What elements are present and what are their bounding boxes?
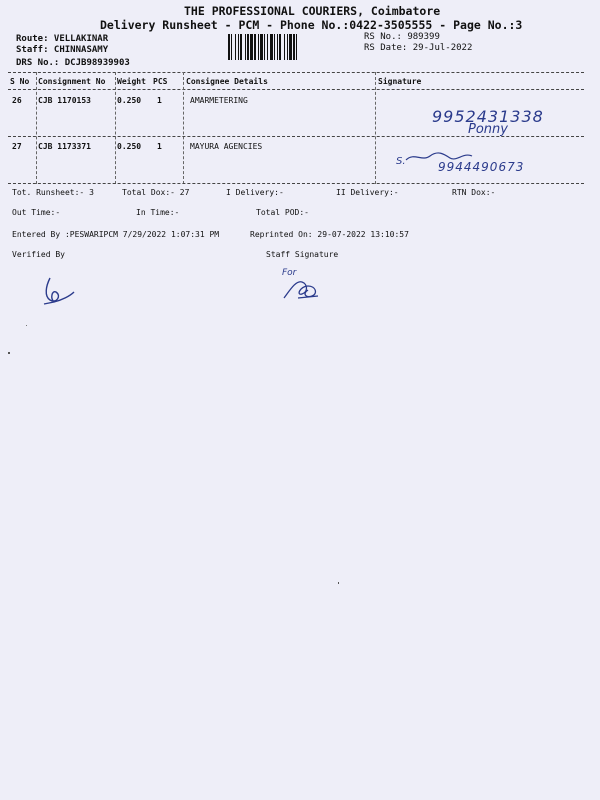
col-divider bbox=[115, 72, 116, 184]
col-sno: S No bbox=[10, 77, 30, 86]
staff-label: Staff: CHINNASAMY bbox=[16, 45, 109, 55]
col-signature: Signature bbox=[378, 77, 422, 86]
handwritten-phone: 9944490673 bbox=[438, 160, 525, 174]
barcode bbox=[228, 34, 356, 60]
barcode-bar bbox=[245, 34, 246, 60]
tot-runsheet: Tot. Runsheet:- 3 bbox=[12, 188, 94, 197]
barcode-bar bbox=[238, 34, 239, 60]
barcode-bar bbox=[247, 34, 249, 60]
barcode-bar bbox=[293, 34, 295, 60]
row-sno: 27 bbox=[12, 142, 22, 151]
row-consignee: AMARMETERING bbox=[190, 96, 248, 105]
row-sno: 26 bbox=[12, 96, 22, 105]
barcode-bar bbox=[231, 34, 232, 60]
i-delivery: I Delivery:- bbox=[226, 188, 284, 197]
reprinted-on: Reprinted On: 29-07-2022 13:10:57 bbox=[250, 230, 409, 239]
rtn-dox: RTN Dox:- bbox=[452, 188, 496, 197]
col-divider bbox=[375, 72, 376, 184]
drs-label: DRS No.: DCJB98939903 bbox=[16, 58, 130, 68]
table-bottom-rule bbox=[8, 183, 584, 184]
scan-speck bbox=[26, 325, 27, 326]
handwritten-signature: S. bbox=[396, 156, 406, 167]
barcode-bar bbox=[289, 34, 292, 60]
row-consignee: MAYURA AGENCIES bbox=[190, 142, 263, 151]
row-weight: 0.250 bbox=[117, 96, 142, 105]
total-dox: Total Dox:- 27 bbox=[122, 188, 190, 197]
barcode-bar bbox=[277, 34, 278, 60]
barcode-bar bbox=[235, 34, 236, 60]
staff-signature bbox=[278, 272, 326, 302]
barcode-bar bbox=[250, 34, 253, 60]
row-pcs: 1 bbox=[157, 96, 162, 105]
barcode-bar bbox=[264, 34, 265, 60]
col-pcs: PCS bbox=[153, 77, 168, 86]
barcode-bar bbox=[296, 34, 297, 60]
runsheet-subtitle: Delivery Runsheet - PCM - Phone No.:0422-3505555 - Page No.:3 bbox=[100, 18, 523, 32]
ii-delivery: II Delivery:- bbox=[336, 188, 399, 197]
handwritten-signature: Ponny bbox=[468, 122, 508, 137]
company-title: THE PROFESSIONAL COURIERS, Coimbatore bbox=[184, 4, 441, 18]
in-time: In Time:- bbox=[136, 208, 180, 217]
barcode-bar bbox=[284, 34, 285, 60]
rs-number: RS No.: 989399 bbox=[364, 32, 440, 42]
row-weight: 0.250 bbox=[117, 142, 142, 151]
row-separator bbox=[8, 136, 584, 137]
col-weight: Weight bbox=[117, 77, 146, 86]
barcode-bar bbox=[254, 34, 256, 60]
barcode-bar bbox=[274, 34, 275, 60]
verified-by-label: Verified By bbox=[12, 250, 65, 259]
out-time: Out Time:- bbox=[12, 208, 61, 217]
total-pod: Total POD:- bbox=[256, 208, 309, 217]
barcode-bar bbox=[228, 34, 230, 60]
barcode-bar bbox=[270, 34, 273, 60]
scan-speck bbox=[338, 582, 339, 584]
barcode-bar bbox=[287, 34, 288, 60]
col-divider bbox=[36, 72, 37, 184]
for-label: For bbox=[282, 268, 297, 278]
barcode-bar bbox=[258, 34, 259, 60]
verified-signature bbox=[40, 274, 80, 308]
scan-speck bbox=[8, 352, 10, 354]
col-consignment: Consignment No bbox=[38, 77, 106, 86]
barcode-bar bbox=[279, 34, 281, 60]
staff-signature-label: Staff Signature bbox=[266, 250, 339, 259]
row-pcs: 1 bbox=[157, 142, 162, 151]
barcode-bar bbox=[267, 34, 268, 60]
col-divider bbox=[183, 72, 184, 184]
handwritten-phone: 9952431338 bbox=[432, 107, 544, 126]
barcode-bar bbox=[260, 34, 263, 60]
entered-by: Entered By :PESWARIPCM 7/29/2022 1:07:31 PM bbox=[12, 230, 220, 239]
rs-date: RS Date: 29-Jul-2022 bbox=[364, 43, 473, 53]
row-consignment: CJB 1173371 bbox=[38, 142, 91, 151]
col-consignee: Consignee Details bbox=[186, 77, 268, 86]
barcode-bar bbox=[240, 34, 242, 60]
row-consignment: CJB 1170153 bbox=[38, 96, 91, 105]
table-top-rule bbox=[8, 72, 584, 73]
route-label: Route: VELLAKINAR bbox=[16, 34, 109, 44]
table-header-rule bbox=[8, 89, 584, 90]
